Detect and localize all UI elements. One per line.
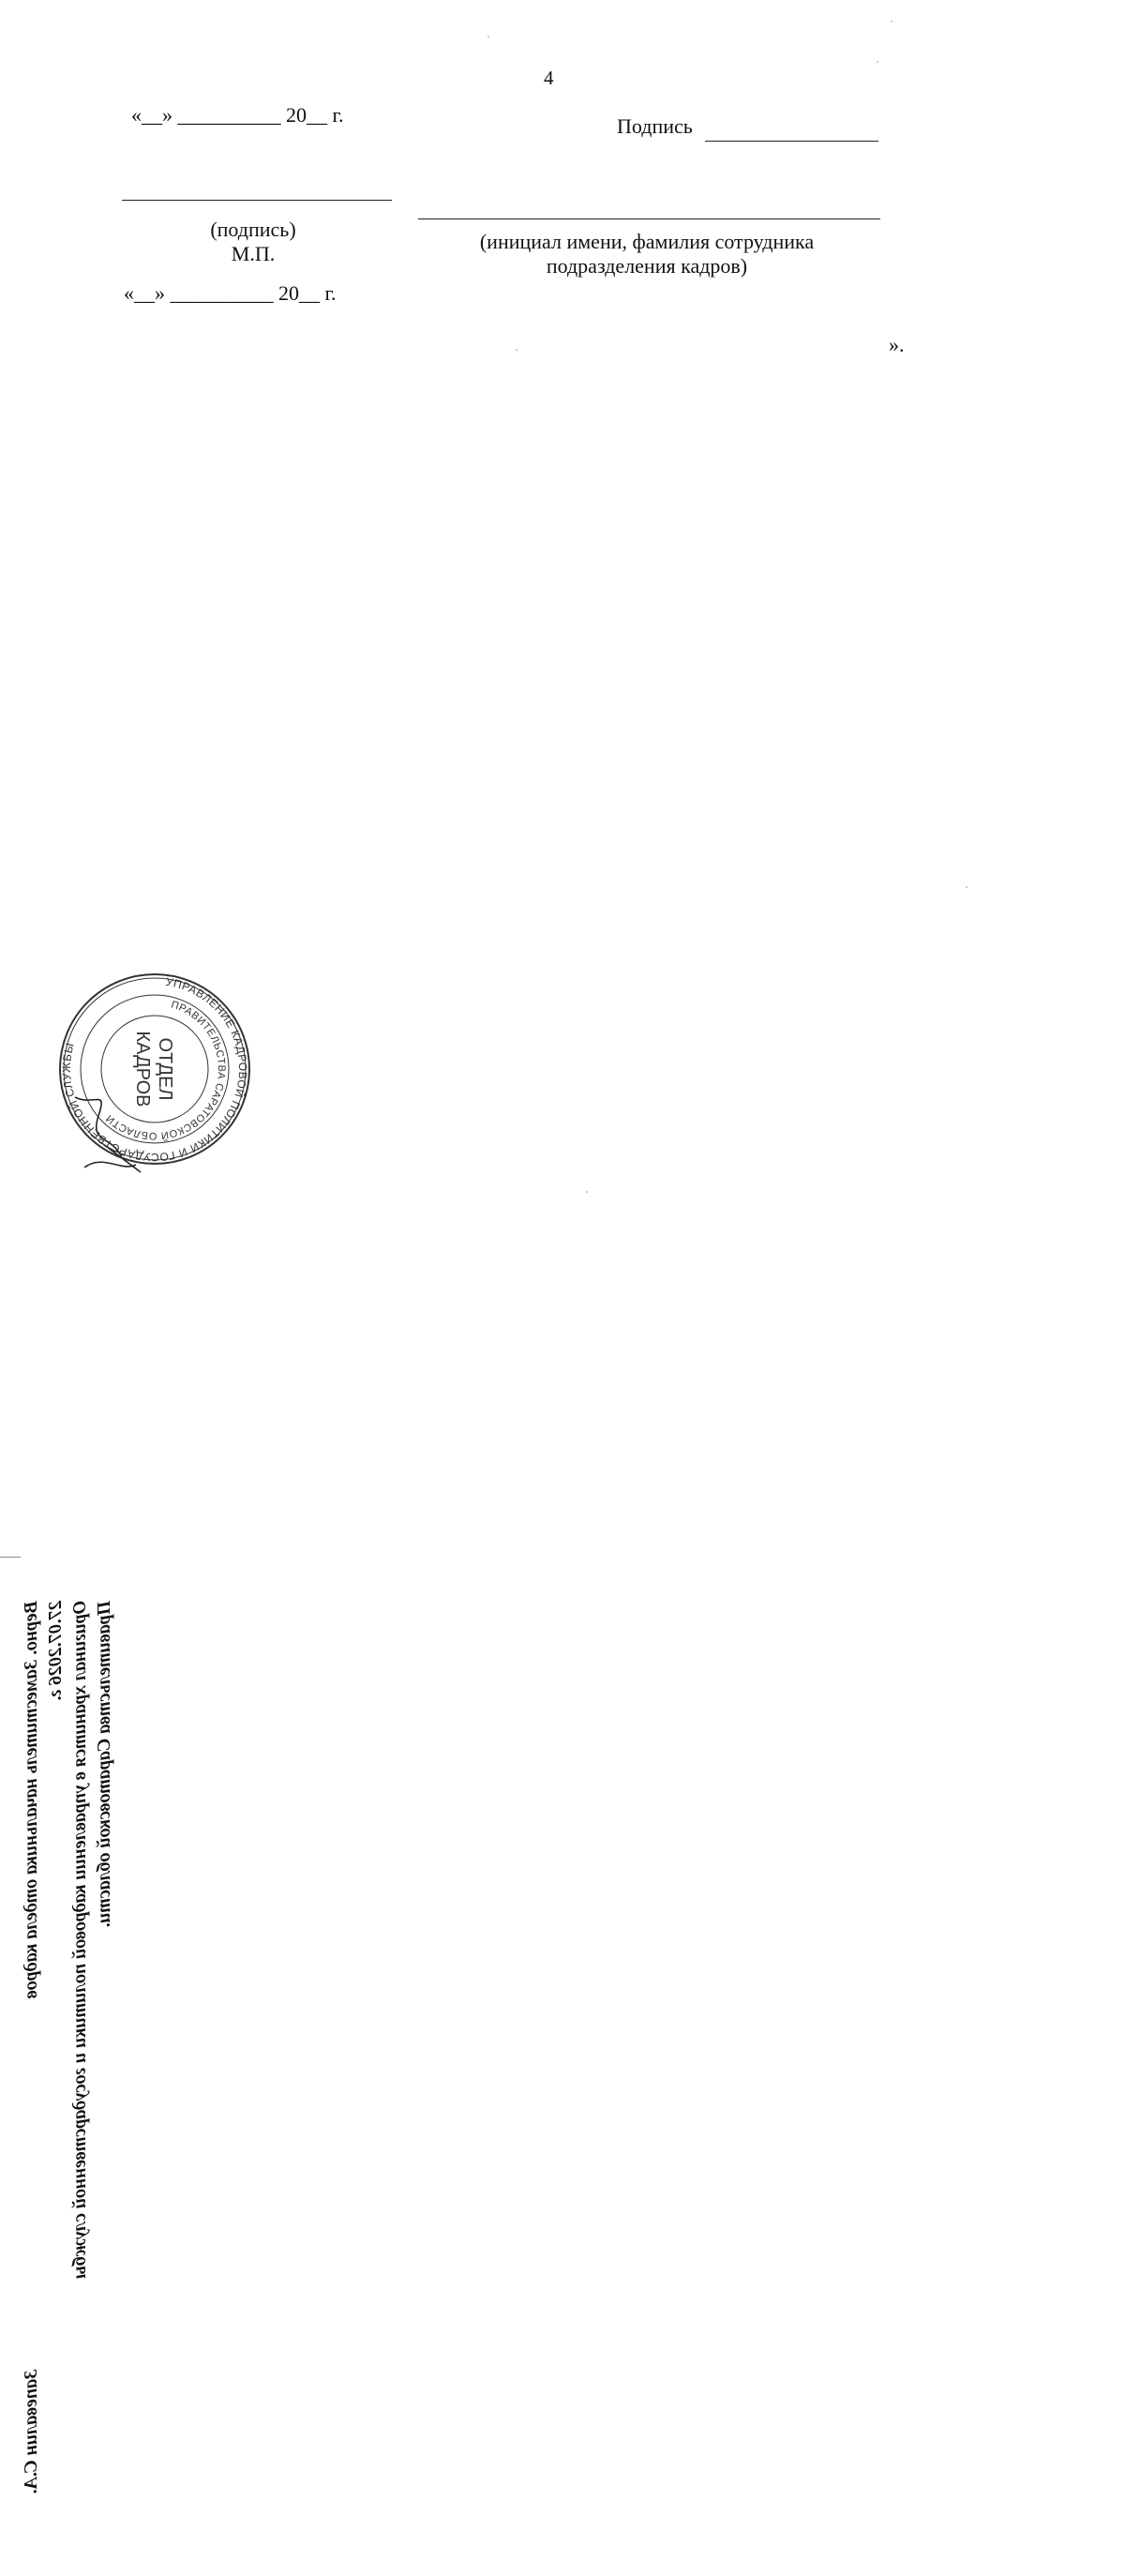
- scan-speck: [891, 21, 892, 23]
- scan-speck: [586, 1191, 588, 1193]
- page-number: 4: [544, 67, 554, 89]
- certification-line3: Оригинал хранится в управлении кадровой политики и государственной службы: [69, 1601, 90, 2280]
- signature-underline-right: [418, 218, 880, 219]
- svg-text:КАДРОВ: КАДРОВ: [132, 1031, 153, 1107]
- svg-text:ОТДЕЛ: ОТДЕЛ: [155, 1037, 175, 1101]
- certification-date: 27.07.2026 г.: [45, 1601, 66, 1702]
- scan-speck: [516, 349, 518, 351]
- caption-signature: (подпись): [210, 218, 296, 241]
- signature-field-line: [705, 141, 878, 142]
- certification-line1-left: Верно. Заместитель начальника отдела кадров: [21, 1601, 41, 1999]
- official-seal: [56, 971, 253, 1167]
- signature-label: Подпись: [617, 114, 693, 138]
- certification-line4: Правительства Саратовской области.: [94, 1601, 114, 1929]
- certification-line1-right: Запевалин С.А.: [21, 2370, 41, 2495]
- scan-speck: [877, 61, 878, 63]
- date-line-bottom: «__» __________ 20__ г.: [124, 281, 337, 305]
- scan-speck: [488, 36, 489, 38]
- svg-text:ПРАВИТЕЛЬСТВА САРАТОВСКОЙ ОБЛА: ПРАВИТЕЛЬСТВА САРАТОВСКОЙ ОБЛАСТИ: [103, 999, 228, 1142]
- signature-underline-left: [122, 200, 392, 201]
- certification-block: [19, 1591, 117, 2576]
- scan-edge-mark: [0, 1557, 21, 1558]
- caption-employee-line1: (инициал имени, фамилия сотрудника: [479, 230, 815, 253]
- caption-employee-line2: подразделения кадров): [546, 254, 748, 278]
- date-line-top: «__» __________ 20__ г.: [131, 103, 344, 127]
- svg-text:УПРАВЛЕНИЕ КАДРОВОЙ ПОЛИТИКИ И: УПРАВЛЕНИЕ КАДРОВОЙ ПОЛИТИКИ И ГОСУДАРСТВЕННОЙ СЛУЖБЫ: [59, 974, 250, 1165]
- caption-stamp: М.П.: [231, 242, 276, 265]
- closing-quote: ».: [889, 333, 905, 356]
- scan-speck: [966, 886, 968, 888]
